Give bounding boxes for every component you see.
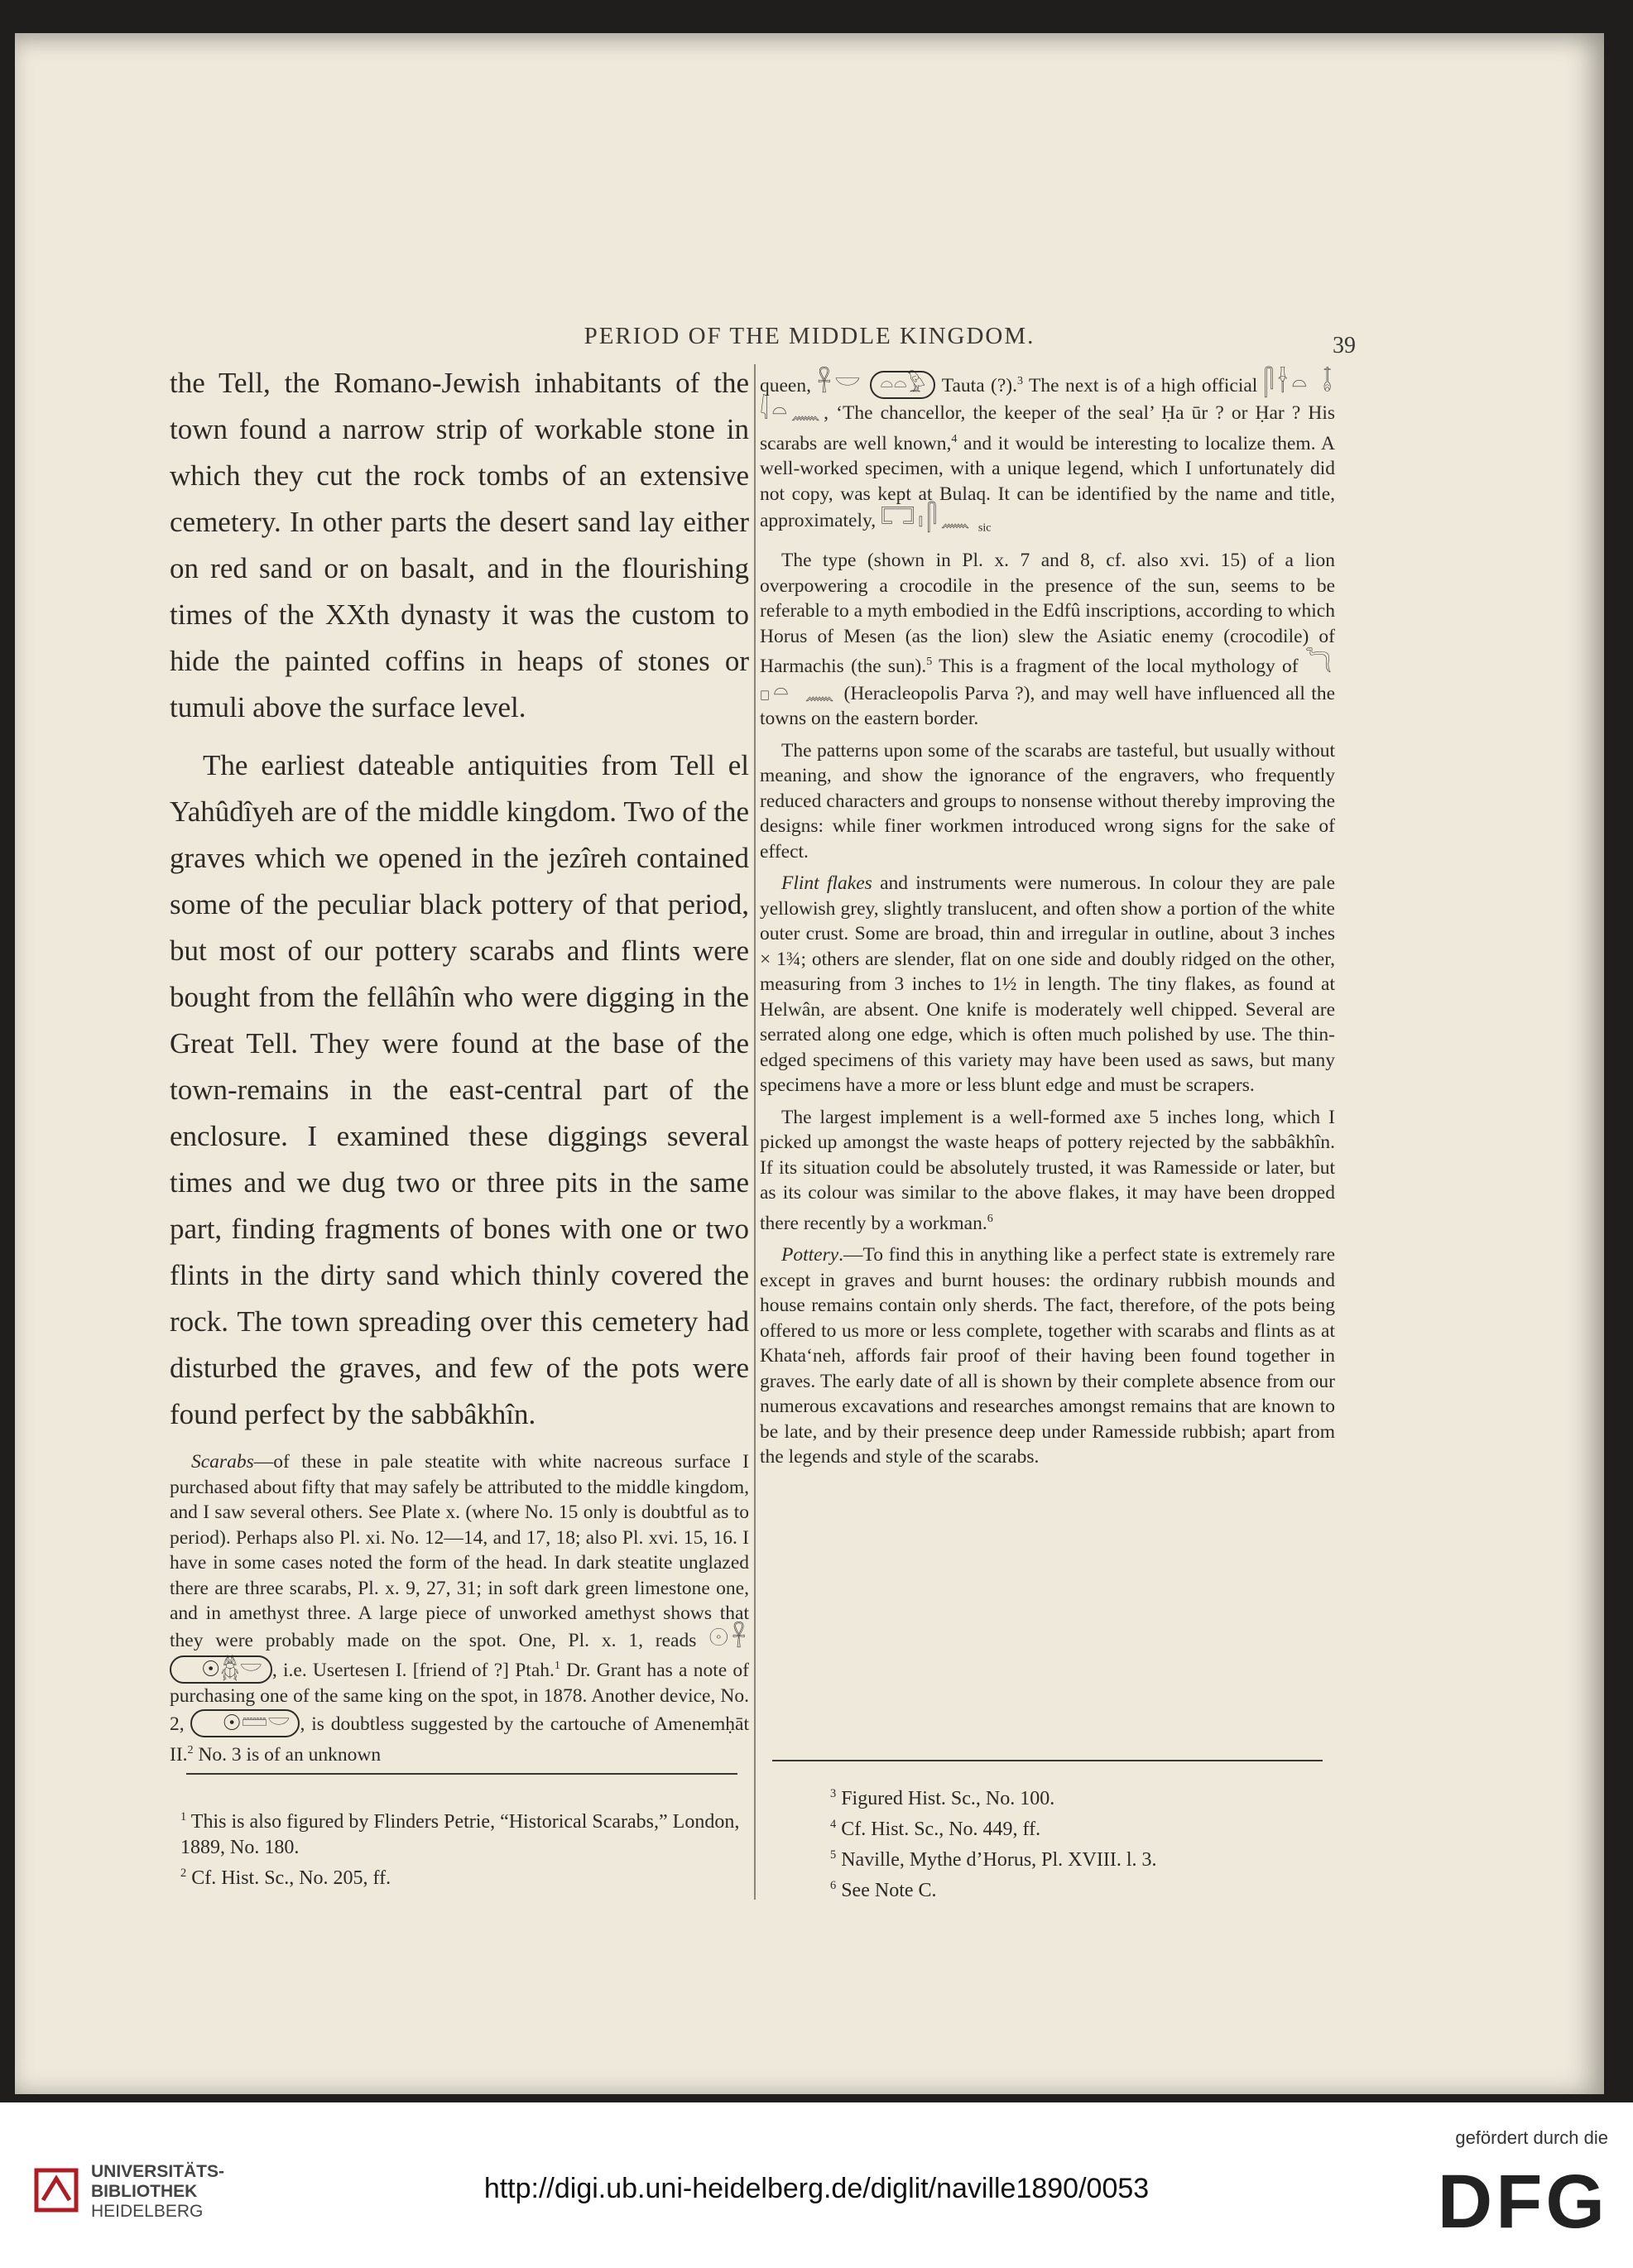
sic-note: sic — [977, 521, 992, 535]
footnote — [830, 1781, 1327, 1812]
footnote-number: 4 — [830, 1818, 837, 1831]
footnote-ref: 2 — [187, 1743, 194, 1757]
cartouche: ☉𓏠𓎟 — [190, 1709, 300, 1738]
right-paragraph — [760, 548, 1335, 731]
right-paragraph: The patterns upon some of the scarabs are tasteful, but usually without meaning, and show the ignorance of the engravers, who frequently reduced characters and groups to nonsense without thereby improving the designs: while finer workmen introduced wrong signs for the sake of effect. — [760, 739, 1335, 863]
hieroglyph-group: 𓆓 𓊪𓏏 𓈖 — [760, 650, 1335, 706]
footnote-ref: 6 — [987, 1211, 993, 1225]
right-paragraph — [760, 368, 1335, 541]
cartouche: 𓏏𓏏𓅱 — [870, 371, 935, 400]
hieroglyph-group: 𓉐𓏤𓋴𓈖 — [880, 504, 973, 534]
footnote-number: 1 — [180, 1810, 187, 1824]
footnote-number: 3 — [830, 1787, 837, 1800]
text-span: and instruments were numerous. In colour they are pale yellowish grey, slightly translucent, and often show a portion of the white outer crust. Some are broad, thin and irregular in outline, about 3 inches × 1¾; others are slender, flat on one side and doubly ridged on the other, measuring from 3 inches to 1½ in length. The tiny flakes, as found at Helwân, are absent. One knife is moderately well chipped. Several are serrated along one edge, which is often much polished by use. The thin-edged specimens of this variety may have been used as saws, but many specimens have a more or less blunt edge and must be scrapers. — [760, 872, 1336, 1097]
left-main-text — [170, 360, 749, 1438]
viewer-footer — [0, 2102, 1633, 2268]
scarabs-text: —of these in pale steatite with white nacreous surface I purchased about fifty that may safely be attributed to the middle kingdom, and I saw several others. See Plate x. (where No. 15 only is doubtful as to period). Perhaps also Pl. xi. No. 12—14, and 17, 18; also Pl. xvi. 15, 16. I have in some cases noted the form of the head. In dark steatite unglazed there are three scarabs, Pl. x. 9, 27, 31; in soft dark green limestone one, and in amethyst three. A large piece of unworked amethyst shows that they were probably made on the spot. One, Pl. x. 1, reads — [170, 1451, 749, 1651]
text-span: This is a fragment of the local mythology of — [932, 656, 1299, 678]
text-span: .—To find this in anything like a perfect state is extremely rare except in graves and burnt houses: the ordinary rubbish mounds and house remains contain only sherds. The fact, therefore, of the pots being offered to us more or less complete, together with scarabs and flints as at Khata‘neh, affords fair proof of their having been found together in graves. The early date of all is shown by their complete absence from our numerous excavations and researches amongst remains that are known to be late, and by their presence deep under Ramesside rubbish; apart from the legends and style of the scarabs. — [760, 1244, 1335, 1468]
text-span: Tauta (?). — [941, 374, 1017, 396]
running-title: PERIOD OF THE MIDDLE KINGDOM. — [584, 323, 1035, 349]
footnote-text: Cf. Hist. Sc., No. 205, ff. — [191, 1867, 391, 1889]
cartouche: ☉𓆣𓎟 — [170, 1655, 272, 1684]
footnote — [180, 1804, 743, 1861]
footnote-rule — [186, 1773, 737, 1775]
scarabs-text-5: No. 3 is of an unknown — [193, 1744, 382, 1766]
right-paragraph — [760, 1242, 1335, 1470]
text-span: The largest implement is a well-formed axe 5 inches long, which I picked up amongst the waste heaps of pottery rejected by the sabbâkhîn. If its situation could be absolutely trusted, it was Ramesside or later, but as its colour was similar to the above flakes, it may have been dropped there recently by a workman. — [760, 1106, 1335, 1234]
hieroglyph-group: 𓋹𓎟 — [817, 368, 864, 398]
scarabs-text-2: , i.e. Usertesen I. [friend of ?] Ptah. — [271, 1659, 555, 1681]
text-span: (Heracleopolis Parva ?), and may well have influenced all the towns on the eastern border. — [760, 682, 1336, 730]
library-name-line: HEIDELBERG — [91, 2202, 204, 2221]
hieroglyph-group: 𓇳𓋹 — [708, 1623, 749, 1653]
book-page — [15, 33, 1604, 2094]
footnote — [830, 1873, 1327, 1904]
scarabs-text-3: Dr. Grant has a note of purchasing one of the same king on the spot, in 1878. Another device, No. 2, — [170, 1659, 749, 1735]
flint-heading: Flint flakes — [781, 872, 872, 895]
footnote — [830, 1812, 1327, 1843]
left-paragraph: the Tell, the Romano-Jewish inhabitants of the town found a narrow strip of workable stone in which they cut the rock tombs of an extensive cemetery. In other parts the desert sand lay either on red sand or on basalt, and in the flourishing times of the XXth dynasty it was the custom to hide the painted coffins in heaps of stones or tumuli above the surface level. — [170, 367, 749, 723]
right-paragraph — [760, 1105, 1335, 1236]
text-span: The type (shown in Pl. x. 7 and 8, cf. also xvi. 15) of a lion overpowering a crocodile in the presence of the sun, seems to be referable to a myth embodied in the Edfû inscriptions, according to which Horus of Mesen (as the lion) slew the Asiatic enemy (crocodile) of Harmachis (the sun). — [760, 550, 1335, 678]
footnotes-right — [830, 1781, 1327, 1904]
library-name-line: BIBLIOTHEK — [91, 2182, 198, 2201]
scarabs-text-4: , is doubtless suggested by the cartouche of Amenemḥāt II. — [170, 1713, 749, 1766]
pottery-heading: Pottery — [781, 1244, 839, 1266]
footnote — [830, 1843, 1327, 1873]
right-column — [760, 368, 1335, 1470]
footnote-number: 6 — [830, 1879, 837, 1892]
footnote-text: See Note C. — [841, 1880, 937, 1901]
footnote-text: Figured Hist. Sc., No. 100. — [841, 1788, 1055, 1809]
footnote — [180, 1861, 743, 1891]
library-name-line: UNIVERSITÄTS- — [91, 2162, 225, 2181]
scarabs-heading: Scarabs — [191, 1451, 254, 1473]
permalink-url[interactable]: http://digi.ub.uni-heidelberg.de/diglit/naville1890/0053 — [483, 2173, 1150, 2204]
footnote-ref: 5 — [926, 655, 933, 669]
text-span: The next is of a high official — [1023, 374, 1258, 396]
left-paragraph: The earliest dateable antiquities from Tell el Yahûdîyeh are of the middle kingdom. Two of the graves which we opened in the jezîreh contained some of the peculiar black pottery of that period, but most of our pottery scarabs and flints were bought from the fellâhîn who were digging in the Great Tell. They were found at the base of the town-remains in the east-central part of the enclosure. I examined these diggings several times and we dug two or three pits in the same part, finding fragments of bones with one or two flints in the dirty sand which thinly covered the rock. The town spreading over this cemetery had disturbed the graves, and few of the pots were found perfect by the sabbâkhîn. — [170, 749, 749, 1430]
column-rule — [754, 364, 756, 1900]
footnote-number: 5 — [830, 1848, 837, 1862]
footnote-text: This is also figured by Flinders Petrie, “Historical Scarabs,” London, 1889, No. 180. — [180, 1811, 740, 1858]
scarabs-section — [170, 1449, 749, 1768]
footnote-ref: 3 — [1017, 374, 1024, 387]
text-span: queen, — [760, 374, 811, 396]
hieroglyph-group: 𓋴𓌂𓏏 𓄤 𓇋𓏏𓈖 — [760, 368, 1336, 426]
footnote-ref: 4 — [951, 431, 958, 445]
footnote-rule — [772, 1760, 1323, 1761]
text-span: , ‘The chancellor, the keeper of the seal’ Ḥa ūr ? or Ḥar ? His scarabs are well known, — [760, 402, 1335, 454]
dfg-logo: DFG — [1437, 2160, 1608, 2244]
funded-by-label: gefördert durch die — [1455, 2127, 1608, 2148]
footnotes-left — [180, 1804, 743, 1891]
footnote-text: Naville, Mythe d’Horus, Pl. XVIII. l. 3. — [841, 1849, 1157, 1871]
footnote-text: Cf. Hist. Sc., No. 449, ff. — [841, 1819, 1041, 1840]
text-span: and it would be interesting to localize them. A well-worked specimen, with a unique legend, which I unfortunately did not copy, was kept at Bulaq. It can be identified by the name and title, approximately, — [760, 432, 1335, 532]
footnote-number: 2 — [180, 1867, 187, 1880]
left-column — [170, 360, 749, 1768]
footnote-ref: 1 — [554, 1659, 560, 1672]
scarabs-paragraph — [170, 1449, 749, 1768]
page-number: 39 — [1333, 333, 1356, 358]
right-paragraph — [760, 871, 1335, 1098]
